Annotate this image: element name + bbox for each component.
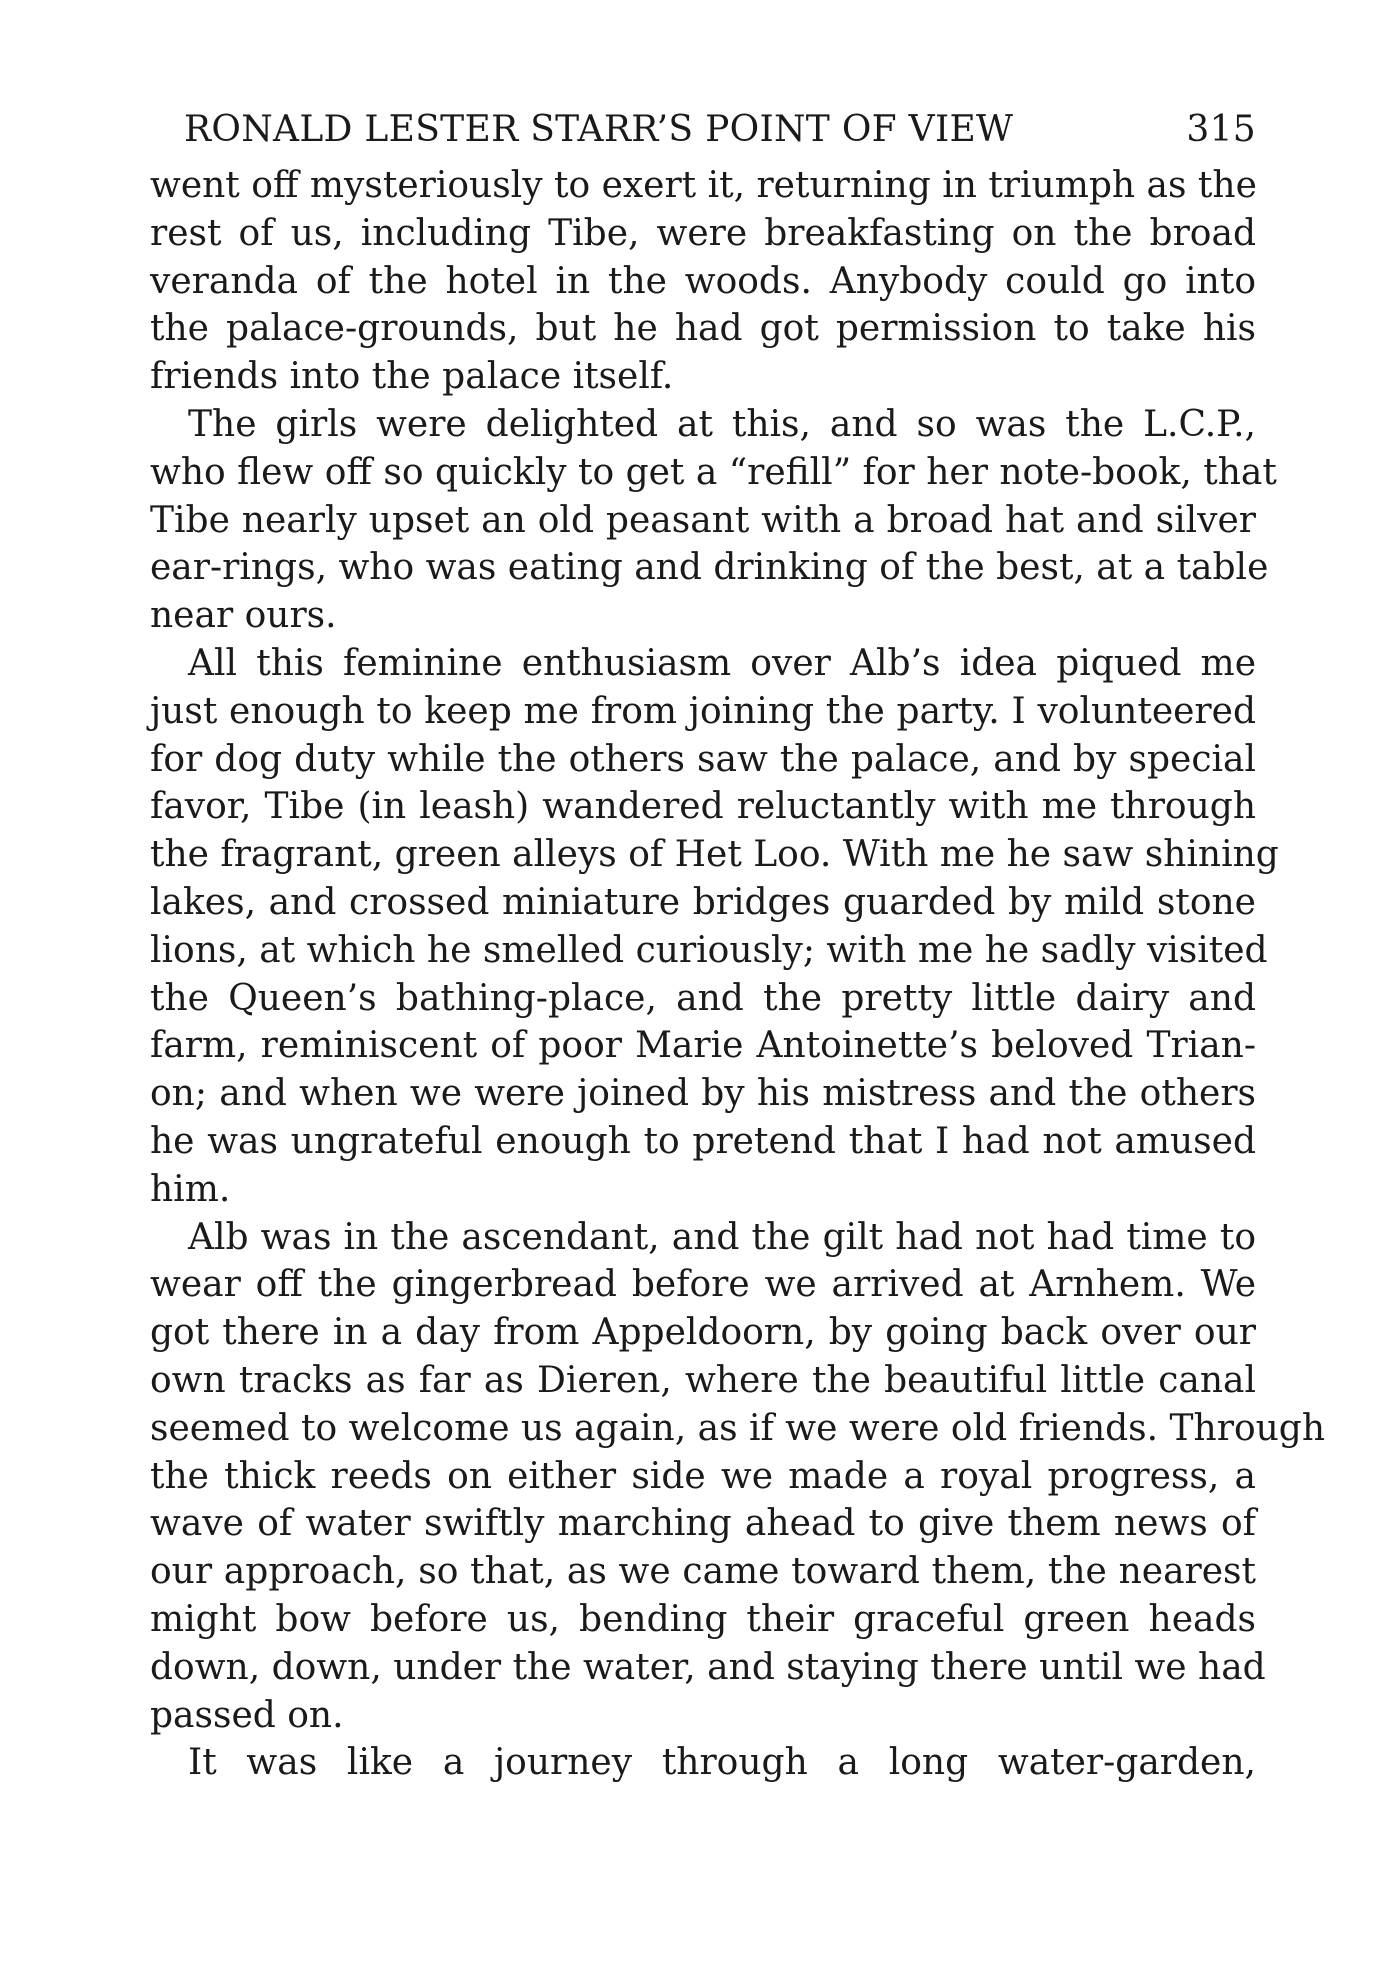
text-line: farm, reminiscent of poor Marie Antoinette’s beloved Trian- — [150, 1025, 1256, 1067]
text-line: favor, Tibe (in leash) wandered reluctantly with me through — [150, 786, 1256, 828]
text-line: It was like a journey through a long water-garden, — [188, 1742, 1256, 1784]
text-line: the Queen’s bathing-place, and the pretty little dairy and — [150, 977, 1256, 1019]
text-line: went off mysteriously to exert it, returning in triumph as the — [150, 165, 1257, 206]
running-title: RONALD LESTER STARR’S POINT OF VIEW — [184, 109, 1014, 150]
text-line: just enough to keep me from joining the party. I volunteered — [150, 690, 1256, 732]
text-line: him. — [150, 1168, 231, 1210]
page-number: 315 — [1186, 109, 1256, 150]
text-line: veranda of the hotel in the woods. Anybody could go into — [150, 260, 1256, 302]
text-line: The girls were delighted at this, and so was the L.C.P., — [188, 403, 1256, 445]
paragraph — [150, 1214, 1326, 1740]
text-line: who flew off so quickly to get a “refill” for her note-book, that — [150, 451, 1277, 493]
text-line: friends into the palace itself. — [150, 356, 674, 398]
text-line: rest of us, including Tibe, were breakfasting on the broad — [150, 212, 1256, 254]
text-line: the thick reeds on either side we made a royal progress, a — [150, 1455, 1256, 1497]
text-line: on; and when we were joined by his mistress and the others — [150, 1073, 1256, 1115]
text-line: our approach, so that, as we came toward them, the nearest — [150, 1551, 1256, 1593]
paragraph — [150, 640, 1279, 1214]
text-line: got there in a day from Appeldoorn, by going back over our — [150, 1312, 1256, 1354]
text-line: near ours. — [150, 595, 337, 637]
paragraph — [150, 401, 1277, 640]
text-line: lions, at which he smelled curiously; with me he sadly visited — [150, 929, 1268, 971]
body-text — [150, 162, 1326, 1787]
text-line: seemed to welcome us again, as if we were old friends. Through — [150, 1407, 1326, 1449]
paragraph — [150, 1739, 1256, 1787]
text-line: wear off the gingerbread before we arrived at Arnhem. We — [150, 1264, 1256, 1306]
text-line: the palace-grounds, but he had got permission to take his — [150, 308, 1256, 350]
text-line: might bow before us, bending their graceful green heads — [150, 1598, 1256, 1640]
text-line: Alb was in the ascendant, and the gilt had not had time to — [188, 1216, 1256, 1258]
text-line: own tracks as far as Dieren, where the beautiful little canal — [150, 1359, 1256, 1401]
text-line: ear-rings, who was eating and drinking of the best, at a table — [150, 547, 1269, 589]
running-head — [184, 102, 1256, 158]
text-line: Tibe nearly upset an old peasant with a broad hat and silver — [150, 499, 1256, 541]
text-line: down, down, under the water, and staying there until we had — [150, 1646, 1266, 1688]
text-line: lakes, and crossed miniature bridges guarded by mild stone — [150, 881, 1256, 923]
text-line: All this feminine enthusiasm over Alb’s idea piqued me — [188, 642, 1256, 684]
text-line: the fragrant, green alleys of Het Loo. With me he saw shining — [150, 834, 1279, 876]
text-line: for dog duty while the others saw the palace, and by special — [150, 738, 1256, 780]
paragraph — [150, 162, 1256, 401]
text-line: he was ungrateful enough to pretend that I had not amused — [150, 1120, 1256, 1162]
text-line: passed on. — [150, 1694, 344, 1736]
text-line: wave of water swiftly marching ahead to give them news of — [150, 1503, 1256, 1545]
